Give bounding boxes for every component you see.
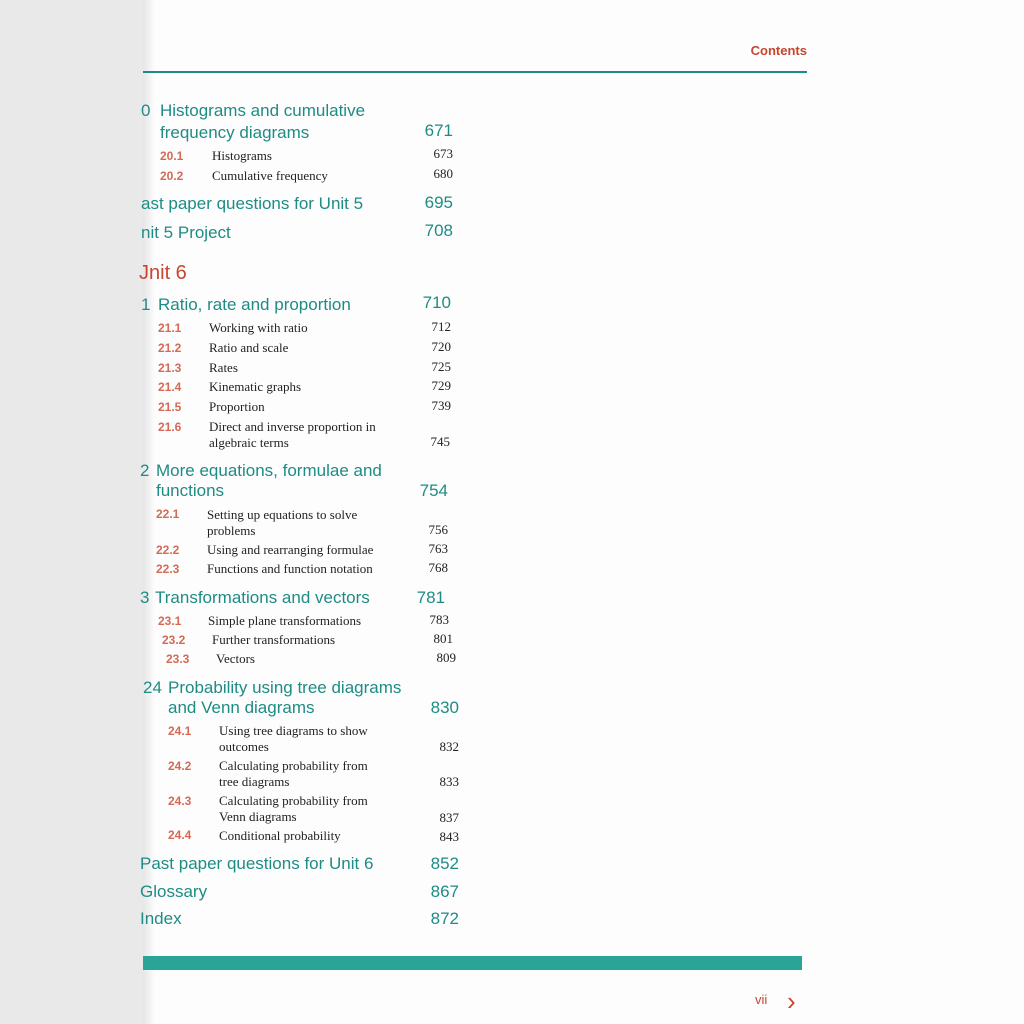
section-page: 720: [431, 339, 451, 354]
section-title-line2[interactable]: Venn diagrams: [219, 809, 297, 824]
section-title[interactable]: Simple plane transformations: [208, 613, 362, 628]
chapter-21-page: 710: [422, 293, 451, 312]
chapter-20-page: 671: [424, 121, 453, 140]
index-title[interactable]: Index: [140, 909, 182, 928]
section-page: 843: [439, 829, 459, 844]
section-number: 22.1: [156, 507, 180, 521]
chapter-22-title-line1[interactable]: More equations, formulae and: [156, 461, 382, 480]
section-title[interactable]: Using and rearranging formulae: [207, 542, 374, 557]
section-page: 837: [439, 810, 459, 825]
section-page: 712: [431, 319, 451, 334]
section-title[interactable]: Ratio and scale: [209, 340, 289, 355]
section-number: 23.2: [162, 633, 186, 647]
section-page: 763: [428, 541, 448, 556]
section-page: 680: [433, 166, 453, 181]
section-page: 801: [433, 631, 453, 646]
section-page: 783: [429, 612, 449, 627]
section-number: 24.1: [168, 724, 192, 738]
section-page: 745: [430, 434, 450, 449]
book-page: [139, 0, 1024, 1024]
past-paper-unit5-page: 695: [424, 193, 453, 212]
section-number: 22.2: [156, 543, 180, 557]
section-title[interactable]: Functions and function notation: [207, 561, 373, 576]
section-title-line2[interactable]: problems: [207, 523, 256, 538]
index-page: 872: [430, 909, 459, 928]
header-rule: [143, 71, 807, 73]
chapter-21-title[interactable]: Ratio, rate and proportion: [158, 295, 351, 314]
section-title-line1[interactable]: Using tree diagrams to show: [219, 723, 368, 738]
page-number: vii: [755, 992, 768, 1007]
section-title[interactable]: Kinematic graphs: [209, 379, 302, 394]
section-number: 21.6: [158, 420, 182, 434]
section-title[interactable]: Further transformations: [212, 632, 336, 647]
chapter-22-page: 754: [419, 481, 448, 500]
past-paper-unit6-page: 852: [430, 854, 459, 873]
section-title-line1[interactable]: Setting up equations to solve: [207, 507, 358, 522]
chapter-24-title-line1[interactable]: Probability using tree diagrams: [168, 678, 402, 697]
section-title[interactable]: Working with ratio: [209, 320, 308, 335]
chapter-23-page: 781: [416, 588, 445, 607]
section-number: 21.5: [158, 400, 182, 414]
chapter-24-number: 24: [143, 678, 162, 697]
section-title-line2[interactable]: outcomes: [219, 739, 269, 754]
section-number: 21.4: [158, 380, 182, 394]
glossary-title[interactable]: Glossary: [140, 882, 208, 901]
section-number: 20.1: [160, 149, 184, 163]
section-title[interactable]: Cumulative frequency: [212, 168, 328, 183]
chapter-23-number: 3: [140, 588, 150, 607]
next-page-chevron-icon[interactable]: ›: [787, 986, 796, 1016]
section-number: 21.2: [158, 341, 182, 355]
section-number: 21.3: [158, 361, 182, 375]
section-page: 809: [436, 650, 456, 665]
chapter-22-number: 2: [140, 461, 150, 480]
section-title-line1[interactable]: Direct and inverse proportion in: [209, 419, 376, 434]
chapter-24-page: 830: [430, 698, 459, 717]
section-number: 24.4: [168, 828, 192, 842]
section-number: 22.3: [156, 562, 180, 576]
section-page: 768: [428, 560, 448, 575]
section-page: 725: [431, 359, 451, 374]
section-title[interactable]: Vectors: [216, 651, 255, 666]
section-number: 24.2: [168, 759, 192, 773]
section-page: 832: [439, 739, 459, 754]
chapter-23-title[interactable]: Transformations and vectors: [155, 588, 370, 607]
section-number: 23.1: [158, 614, 182, 628]
page-header-title: Contents: [750, 43, 807, 58]
section-page: 833: [439, 774, 459, 789]
chapter-20-title-line1[interactable]: Histograms and cumulative: [160, 101, 366, 120]
section-title-line2[interactable]: algebraic terms: [209, 435, 289, 450]
glossary-page: 867: [430, 882, 459, 901]
section-page: 673: [433, 146, 453, 161]
chapter-24-title-line2[interactable]: and Venn diagrams: [168, 698, 315, 717]
section-title[interactable]: Conditional probability: [219, 828, 341, 843]
chapter-22-title-line2[interactable]: functions: [156, 481, 225, 500]
section-title-line2[interactable]: tree diagrams: [219, 774, 290, 789]
section-title[interactable]: Rates: [209, 360, 238, 375]
unit5-project-page: 708: [424, 221, 453, 240]
section-number: 24.3: [168, 794, 192, 808]
section-page: 756: [428, 522, 448, 537]
section-title[interactable]: Histograms: [212, 148, 272, 163]
section-title[interactable]: Proportion: [209, 399, 265, 414]
section-page: 739: [431, 398, 451, 413]
past-paper-unit5-title[interactable]: ast paper questions for Unit 5: [141, 194, 364, 213]
chapter-20-title-line2[interactable]: frequency diagrams: [160, 123, 310, 142]
chapter-21-number: 1: [141, 295, 151, 314]
unit5-project-title[interactable]: nit 5 Project: [141, 223, 231, 242]
section-page: 729: [431, 378, 451, 393]
chapter-20-number: 0: [141, 101, 151, 120]
footer-bar: [143, 956, 802, 970]
past-paper-unit6-title[interactable]: Past paper questions for Unit 6: [140, 854, 374, 873]
unit-6-heading: Jnit 6: [139, 262, 187, 284]
section-number: 23.3: [166, 652, 190, 666]
section-number: 20.2: [160, 169, 184, 183]
section-title-line1[interactable]: Calculating probability from: [219, 793, 368, 808]
section-number: 21.1: [158, 321, 182, 335]
section-title-line1[interactable]: Calculating probability from: [219, 758, 368, 773]
